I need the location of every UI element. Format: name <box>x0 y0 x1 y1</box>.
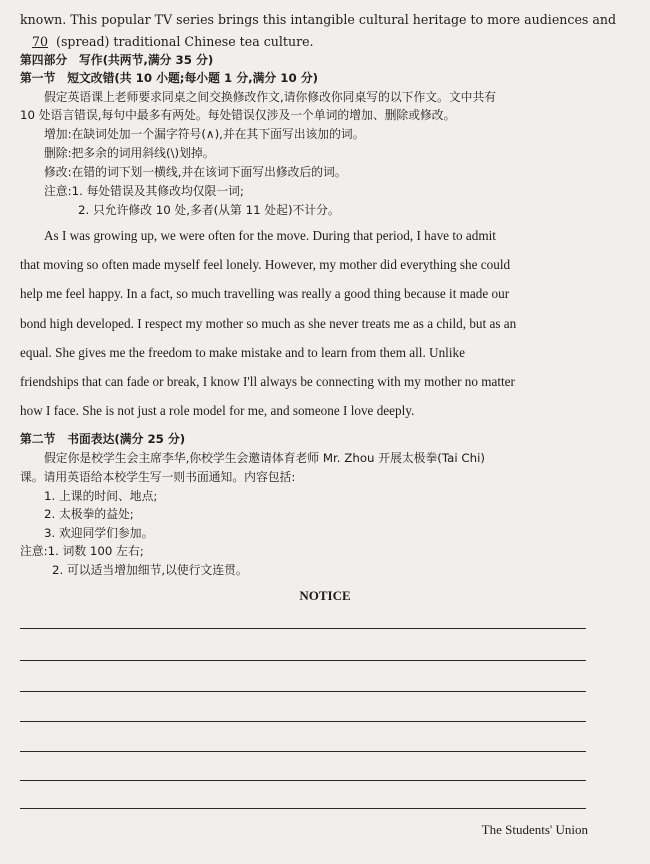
task-line: 课。请用英语给本校学生写一则书面通知。内容包括: <box>20 470 296 484</box>
notice-title: NOTICE <box>299 588 351 603</box>
essay-line: bond high developed. I respect my mother so much as she never treats me as a child, but as an <box>20 316 517 331</box>
essay-line: As I was growing up, we were often for the move. During that period, I have to admit <box>44 228 496 243</box>
instruction-line: 增加:在缺词处加一个漏字符号(∧),并在其下面写出该加的词。 <box>44 127 365 141</box>
writing-line <box>20 721 586 722</box>
task-line: 3. 欢迎同学们参加。 <box>44 526 154 540</box>
essay-line: equal. She gives me the freedom to make mistake and to learn from them all. Unlike <box>20 345 465 360</box>
instruction-line: 修改:在错的词下划一横线,并在该词下面写出修改后的词。 <box>44 165 347 179</box>
writing-line <box>20 808 586 809</box>
task-line: 假定你是校学生会主席李华,你校学生会邀请体育老师 Mr. Zhou 开展太极拳(Tai Chi) <box>44 451 485 465</box>
instruction-line: 2. 只允许修改 10 处,多者(从第 11 处起)不计分。 <box>78 203 340 217</box>
task-line: 1. 上课的时间、地点; <box>44 489 158 503</box>
essay-line: how I face. She is not just a role model for me, and someone I love deeply. <box>20 403 415 418</box>
text-fragment: (spread) traditional Chinese tea culture. <box>56 34 314 49</box>
part-heading: 第四部分 写作(共两节,满分 35 分) <box>20 53 214 67</box>
writing-line <box>20 660 586 661</box>
writing-line <box>20 751 586 752</box>
instruction-line: 10 处语言错误,每句中最多有两处。每处错误仅涉及一个单词的增加、删除或修改。 <box>20 108 456 122</box>
text-line <box>20 34 314 50</box>
task-line: 2. 可以适当增加细节,以使行文连贯。 <box>52 563 248 577</box>
instruction-line: 删除:把多余的词用斜线(\)划掉。 <box>44 146 215 160</box>
essay-line: that moving so often made myself feel lonely. However, my mother did everything she could <box>20 257 511 272</box>
section-heading: 第一节 短文改错(共 10 小题;每小题 1 分,满分 10 分) <box>20 71 319 85</box>
essay-line: help me feel happy. In a fact, so much travelling was really a good thing because it made our <box>20 286 510 301</box>
text-line: known. This popular TV series brings this intangible cultural heritage to more audiences and <box>20 12 617 27</box>
instruction-line: 假定英语课上老师要求同桌之间交换修改作文,请你修改你同桌写的以下作文。文中共有 <box>44 90 497 104</box>
essay-line: friendships that can fade or break, I know I'll always be connecting with my mother no matter <box>20 374 515 389</box>
instruction-line: 注意:1. 每处错误及其修改均仅限一词; <box>44 184 244 198</box>
task-line: 2. 太极拳的益处; <box>44 507 134 521</box>
writing-line <box>20 691 586 692</box>
task-line: 注意:1. 词数 100 左右; <box>20 544 144 558</box>
section-heading: 第二节 书面表达(满分 25 分) <box>20 432 186 446</box>
writing-line <box>20 628 586 629</box>
blank-answer: 70 <box>32 34 49 49</box>
signature: The Students' Union <box>481 822 588 837</box>
writing-line <box>20 780 586 781</box>
